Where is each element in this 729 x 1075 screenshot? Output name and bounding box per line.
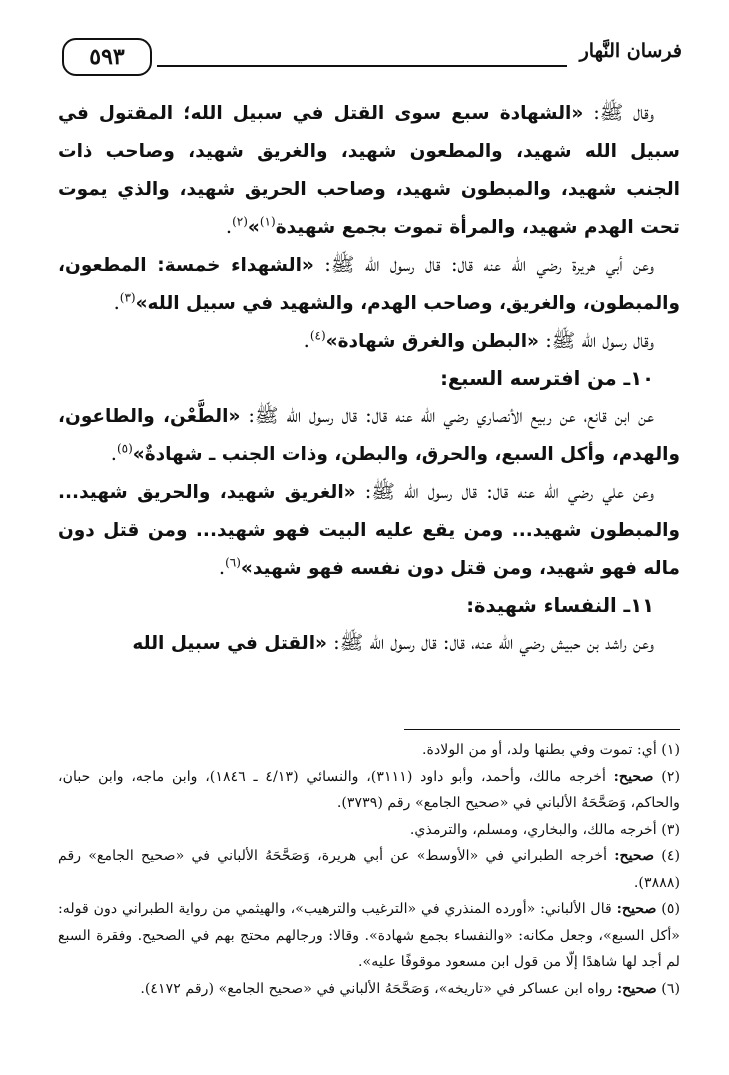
footnote-text: أخرجه مالك، وأحمد، وأبو داود (٣١١١)، والنسائي (٤/١٣ ـ ١٨٤٦)، وابن ماجه، وابن حبان، والحاكم، وَصَحَّحَهُ الألباني في «صحيح الجامع» رقم (٣٧٣٩). xyxy=(58,768,680,811)
paragraph-3 xyxy=(58,322,680,360)
paragraph-6 xyxy=(58,624,680,662)
p2-intro: وعن أبي هريرة رضي الله عنه قال: قال رسول الله ﷺ: xyxy=(313,253,654,276)
footnote-ref-1[interactable]: (١) xyxy=(259,214,276,229)
footnote-number: (٦) xyxy=(661,980,680,997)
p5-quote: «الغريق شهيد، والحريق شهيد... والمبطون شهيد... ومن يقع عليه البيت فهو شهيد... ومن قتل دون ماله فهو شهيد، ومن قتل دون نفسه فهو شهيد» xyxy=(58,482,680,579)
footnotes xyxy=(58,737,680,1002)
footnote-2 xyxy=(58,764,680,817)
footnote-text: أخرجه مالك، والبخاري، ومسلم، والترمذي. xyxy=(409,821,657,838)
footnote-grade: صحيح: xyxy=(614,848,655,864)
footnote-ref-5[interactable]: (٥) xyxy=(116,441,133,456)
p4-end: . xyxy=(110,442,117,465)
footnote-ref-3[interactable]: (٣) xyxy=(119,290,136,305)
footnote-grade: صحيح: xyxy=(613,768,654,785)
p3-quote: «البطن والغرق شهادة» xyxy=(325,331,540,352)
footnote-text: أخرجه الطبراني في «الأوسط» عن أبي هريرة، وَصَحَّحَهُ الألباني في «صحيح الجامع» رقم (٣٨٨٨). xyxy=(58,848,680,891)
footnote-separator xyxy=(404,729,680,730)
p3-intro: وقال رسول الله ﷺ: xyxy=(539,329,654,352)
p1-end: . xyxy=(225,215,233,238)
p5-intro: وعن علي رضي الله عنه قال: قال رسول الله ﷺ: xyxy=(355,480,654,503)
footnote-grade: صحيح: xyxy=(616,980,657,997)
footnote-1 xyxy=(58,737,680,764)
p3-end: . xyxy=(303,329,310,352)
footnote-3 xyxy=(58,817,680,844)
footnote-6 xyxy=(58,976,680,1003)
footnote-ref-6[interactable]: (٦) xyxy=(225,555,241,570)
p1-close: » xyxy=(247,217,260,238)
p4-quote: «الطَّعْن، والطاعون، والهدم، وأكل السبع، والحرق، والبطن، وذات الجنب ـ شهادةٌ» xyxy=(58,406,680,465)
paragraph-4 xyxy=(58,397,680,473)
footnote-number: (٢) xyxy=(661,768,681,785)
footnote-number: (٤) xyxy=(661,848,681,864)
p4-intro: عن ابن قانع، عن ربيع الأنصاري رضي الله عنه قال: قال رسول الله ﷺ: xyxy=(240,404,654,427)
p1-quote: «الشهادة سبع سوى القتل في سبيل الله؛ المقتول في سبيل الله شهيد، والمطعون شهيد، والغريق شهيد، وصاحب ذات الجنب شهيد، والمبطون شهيد، وصاحب الحريق شهيد، والذي يموت تحت الهدم شهيد، والمرأة تموت بجمع شهيدة xyxy=(58,103,680,238)
footnote-ref-2[interactable]: (٢) xyxy=(232,214,248,229)
body-text xyxy=(58,94,680,662)
paragraph-2 xyxy=(58,246,680,322)
p5-end: . xyxy=(218,556,226,579)
paragraph-5 xyxy=(58,473,680,587)
running-title: فرسان النَّهار xyxy=(579,40,682,62)
p6-intro: وعن راشد بن حبيش رضي الله عنه، قال: قال رسول الله ﷺ: xyxy=(326,631,654,654)
header-rule xyxy=(157,65,567,67)
paragraph-1 xyxy=(58,94,680,246)
footnote-5 xyxy=(58,896,680,976)
p2-end: . xyxy=(113,291,120,314)
footnote-number: (١) xyxy=(661,742,680,758)
footnote-grade: صحيح: xyxy=(616,901,657,917)
section-heading-11: ١١ـ النفساء شهيدة: xyxy=(466,594,654,617)
p2-quote: «الشهداء خمسة: المطعون، والمبطون، والغريق، وصاحب الهدم، والشهيد في سبيل الله» xyxy=(58,255,680,314)
footnote-4 xyxy=(58,843,680,896)
footnote-text: أي: تموت وفي بطنها ولد، أو من الولادة. xyxy=(422,742,657,758)
page-number: ٥٩٣ xyxy=(62,38,152,76)
p1-intro: وقال ﷺ: xyxy=(583,101,654,124)
footnote-number: (٣) xyxy=(661,821,680,838)
footnote-text: رواه ابن عساكر في «تاريخه»، وَصَحَّحَهُ الألباني في «صحيح الجامع» (رقم ٤١٧٢). xyxy=(140,980,613,997)
p6-quote: «القتل في سبيل الله xyxy=(132,633,327,654)
footnote-number: (٥) xyxy=(661,901,681,917)
page-header xyxy=(62,38,682,78)
footnote-text: قال الألباني: «أورده المنذري في «الترغيب والترهيب»، والهيثمي من رواية الطبراني دون قوله: «أكل السبع»، وجعل مكانه: «والنفساء بجمع شهادة». وقالا: ورجالهم محتج بهم في الصحيح. وفقرة السبع لم أجد لها شاهدًا إلّا من قول ابن مسعود موقوفًا عليه». xyxy=(58,901,680,970)
footnote-ref-4[interactable]: (٤) xyxy=(309,328,326,343)
section-heading-10: ١٠ـ من افترسه السبع: xyxy=(440,367,654,390)
